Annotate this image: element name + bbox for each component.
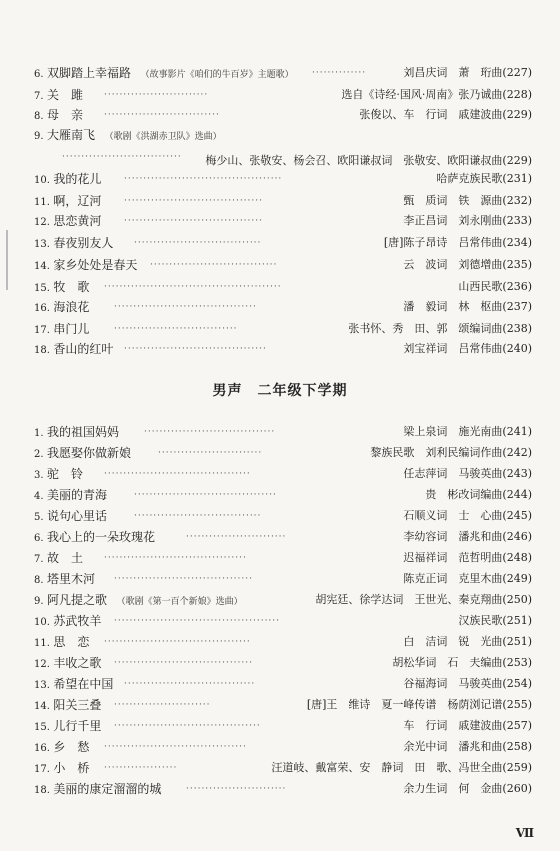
dot-leader: ································· [134,238,262,248]
dot-leader: ··························· [104,90,209,100]
entry-title: 美丽的康定溜溜的城 [53,782,162,796]
entry-credits: 李正昌词 刘永刚曲(233) [403,214,532,227]
toc-entry[interactable] [34,172,532,188]
entry-number: 10. [34,175,50,186]
toc-entry[interactable] [34,635,532,651]
toc-entry[interactable] [34,108,532,124]
entry-title: 希望在中国 [53,677,114,691]
dot-leader: ··········································· [114,616,281,626]
toc-entry[interactable] [34,782,532,798]
entry-credits: 汪道岐、戴富荣、安 静词 田 歌、冯世全曲(259) [271,761,532,774]
entry-title: 说句心里话 [47,509,108,523]
entry-credits: 车 行词 戚建波曲(257) [403,719,532,732]
entry-number: 6. [34,69,44,80]
toc-entry[interactable] [34,614,532,630]
dot-leader: ··················· [104,763,178,773]
entry-title: 故 土 [47,551,84,565]
toc-entry[interactable] [34,66,532,82]
entry-credits: 胡松华词 石 夫编曲(253) [392,656,532,669]
dot-leader: ······························ [104,110,220,120]
entry-credits: 甄 质词 铁 源曲(232) [403,194,532,207]
dot-leader: ····································· [104,553,247,563]
entry-title: 我的祖国妈妈 [47,425,120,439]
toc-entry[interactable] [34,446,532,462]
section-heading: 男声 二年级下学期 [212,383,348,399]
toc-entry[interactable] [34,698,532,714]
dot-leader: ······································ [104,469,251,479]
entry-number: 11. [34,638,50,649]
dot-leader: ······························· [62,152,182,162]
toc-entry[interactable] [34,719,532,735]
toc-entry[interactable] [34,593,532,609]
entry-number: 14. [34,701,50,712]
entry-number: 6. [34,533,44,544]
entry-title: 大雁南飞 [47,128,96,142]
entry-credits: 胡宪廷、徐学达词 王世光、秦克翔曲(250) [315,593,532,606]
entry-number: 12. [34,659,50,670]
dot-leader: ····································· [104,742,247,752]
entry-number: 8. [34,575,44,586]
entry-title: 牧 歌 [53,280,90,294]
entry-number: 7. [34,91,44,102]
dot-leader: ······································ [114,721,261,731]
entry-credits: 梅少山、张敬安、杨会召、欧阳谦叔词 张敬安、欧阳谦叔曲(229) [205,154,532,167]
toc-entry[interactable] [34,509,532,525]
dot-leader: ···································· [124,216,263,226]
entry-credits: 张书怀、秀 田、郭 颂编词曲(238) [348,322,532,335]
entry-credits: [唐]王 维诗 夏一峰传谱 杨荫浏记谱(255) [306,698,532,711]
dot-leader: ································· [134,511,262,521]
entry-number: 4. [34,491,44,502]
entry-number: 11. [34,197,50,208]
entry-number: 17. [34,764,50,775]
toc-entry[interactable] [34,488,532,504]
toc-entry[interactable] [34,530,532,546]
entry-title: 我的花儿 [53,172,102,186]
entry-credits: 谷福海词 马骏英曲(254) [403,677,532,690]
dot-leader: ·························· [186,784,287,794]
dot-leader: ···································· [114,574,253,584]
entry-credits: 汉族民歌(251) [458,614,532,627]
entry-credits: 余力生词 何 金曲(260) [403,782,532,795]
entry-number: 9. [34,596,44,607]
dot-leader: ····································· [124,344,267,354]
dot-leader: ··························· [158,448,263,458]
entry-credits: 梁上泉词 施光南曲(241) [403,425,532,438]
entry-number: 16. [34,743,50,754]
entry-credits: 石顺义词 士 心曲(245) [403,509,532,522]
toc-entry[interactable] [34,677,532,693]
dot-leader: ···································· [124,196,263,206]
toc-entry[interactable] [34,300,532,316]
dot-leader: ·································· [144,427,276,437]
binding-mark [6,230,8,290]
entry-title: 海浪花 [53,300,90,314]
entry-note: （歌剧《第一百个新娘》选曲） [116,597,243,607]
entry-credits: 选自《诗经·国风·周南》张乃诚曲(228) [341,88,532,101]
entry-credits: 张俊以、车 行词 戚建波曲(229) [359,108,532,121]
entry-title: 关 雎 [47,88,84,102]
entry-credits: 潘 毅词 林 枢曲(237) [403,300,532,313]
entry-number: 1. [34,428,44,439]
entry-number: 2. [34,449,44,460]
entry-number: 3. [34,470,44,481]
entry-credits: [唐]陈子昂诗 吕常伟曲(234) [383,236,532,249]
entry-title: 阳关三叠 [53,698,102,712]
entry-number: 18. [34,345,50,356]
toc-entry[interactable] [34,194,532,210]
entry-number: 15. [34,283,50,294]
entry-title: 丰收之歌 [53,656,102,670]
entry-number: 14. [34,261,50,272]
page-number: Ⅶ [515,826,534,840]
entry-title: 我心上的一朵玫瑰花 [47,530,156,544]
toc-entry[interactable] [34,128,532,144]
dot-leader: ·································· [124,679,256,689]
toc-entry[interactable] [34,467,532,483]
entry-title: 双脚踏上幸福路 [47,66,132,80]
entry-number: 13. [34,680,50,691]
entry-credits: 山西民歌(236) [458,280,532,293]
toc-entry[interactable] [34,761,532,777]
dot-leader: ································ [114,324,238,334]
entry-title: 美丽的青海 [47,488,108,502]
toc-entry[interactable] [34,740,532,756]
toc-entry[interactable] [34,280,532,296]
entry-title: 小 桥 [53,761,90,775]
toc-entry[interactable] [34,425,532,441]
dot-leader: ·············· [312,68,367,78]
entry-title: 啊，辽河 [53,194,102,208]
dot-leader: ·············································· [104,282,282,292]
entry-number: 15. [34,722,50,733]
entry-title: 思 恋 [53,635,90,649]
dot-leader: ····································· [134,490,277,500]
toc-entry[interactable] [34,551,532,567]
entry-number: 12. [34,217,50,228]
entry-title: 香山的红叶 [53,342,114,356]
entry-number: 16. [34,303,50,314]
toc-entry[interactable] [34,88,532,104]
entry-note: （故事影片《咱们的牛百岁》主题歌） [140,70,294,80]
entry-title: 苏武牧羊 [53,614,102,628]
entry-number: 10. [34,617,50,628]
entry-title: 塔里木河 [47,572,96,586]
entry-number: 9. [34,131,44,142]
entry-title: 家乡处处是春天 [53,258,138,272]
entry-credits: 李幼容词 潘兆和曲(246) [403,530,532,543]
entry-number: 18. [34,785,50,796]
entry-title: 春夜别友人 [53,236,114,250]
entry-credits: 白 洁词 锐 光曲(251) [403,635,532,648]
entry-credits: 迟福祥词 范哲明曲(248) [403,551,532,564]
dot-leader: ····································· [114,302,257,312]
dot-leader: ································· [150,260,278,270]
dot-leader: ·························· [186,532,287,542]
entry-title: 阿凡提之歌 [47,593,108,607]
toc-entry[interactable] [34,322,532,338]
entry-note: （歌剧《洪湖赤卫队》选曲） [104,132,222,142]
entry-number: 13. [34,239,50,250]
toc-entry[interactable] [34,656,532,672]
toc-entry[interactable] [34,342,532,358]
entry-title: 思恋黄河 [53,214,102,228]
entry-credits: 陈克正词 克里木曲(249) [403,572,532,585]
entry-number: 5. [34,512,44,523]
entry-credits: 余光中词 潘兆和曲(258) [403,740,532,753]
entry-title: 乡 愁 [53,740,90,754]
entry-number: 7. [34,554,44,565]
toc-entry[interactable] [34,258,532,274]
entry-title: 驼 铃 [47,467,84,481]
dot-leader: ························· [114,700,211,710]
entry-title: 母 亲 [47,108,84,122]
entry-credits: 刘昌庆词 萧 珩曲(227) [403,66,532,79]
entry-credits: 任志萍词 马骏英曲(243) [403,467,532,480]
entry-number: 17. [34,325,50,336]
toc-entry[interactable] [34,236,532,252]
entry-credits: 哈萨克族民歌(231) [436,172,532,185]
entry-number: 8. [34,111,44,122]
entry-credits: 贵 彬改词编曲(244) [425,488,532,501]
toc-entry[interactable] [34,572,532,588]
entry-title: 串门儿 [53,322,90,336]
entry-title: 儿行千里 [53,719,102,733]
entry-credits: 刘宝祥词 吕常伟曲(240) [403,342,532,355]
entry-credits: 黎族民歌 刘利民编词作曲(242) [370,446,532,459]
entry-credits: 云 波词 刘德增曲(235) [403,258,532,271]
entry-title: 我愿娶你做新娘 [47,446,132,460]
dot-leader: ···································· [114,658,253,668]
dot-leader: ········································· [124,174,283,184]
toc-entry[interactable] [34,214,532,230]
dot-leader: ······································ [104,637,251,647]
